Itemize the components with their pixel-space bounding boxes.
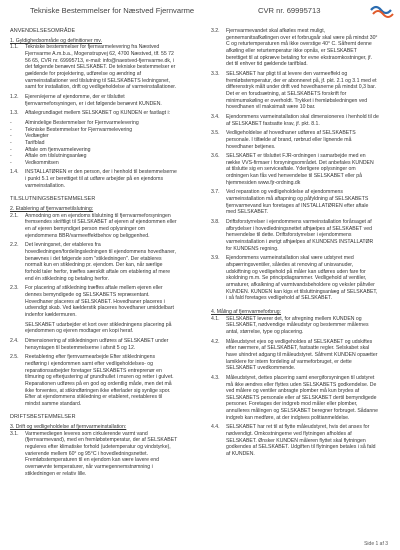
clause-item <box>10 354 178 407</box>
clause-item <box>10 338 178 351</box>
agreement-basis-text: Vedtægter <box>25 133 49 140</box>
dash-bullet-icon: - <box>10 119 12 126</box>
clause-number: 3.7. <box>211 189 220 196</box>
right-column <box>211 28 379 461</box>
clause-text: Vedligeholdelse af hovedhaner udføres af SELSKABETS personale. I tilfælde af brand, rørbrud eller lignende må hovedhaner betjenes. <box>226 130 356 150</box>
dash-bullet-icon: - <box>10 139 12 146</box>
left-column <box>10 28 178 480</box>
clause-text: For placering af stikledning træffes aftale mellem ejeren eller dennes bemyndigede og SELSKABETS repræsentant. Hovedhaner placeres af SELSKABET. Hovedhaner placeres i udvendigt skab. Ved kælderstik placeres hovedhaner umiddelbart indenfor kældermuren. <box>25 285 174 318</box>
clause-number: 3.1. <box>10 430 19 437</box>
clause-number: 4.1. <box>211 315 220 322</box>
clause-number: 2.1. <box>10 212 19 219</box>
dash-bullet-icon: - <box>10 159 12 166</box>
clause-number: 3.8. <box>211 219 220 226</box>
clause-list-3 <box>10 431 178 478</box>
clause-text: Anmodning om en ejendoms tilslutning til fjernvarmeforsyningen fremsendes skriftligt til SELSKABET af ejeren af ejendommen eller en af ejeren bemyndiget person med oplysninger om ejendommens BBR/varmeeffektbehov og beliggenhed. <box>25 212 177 239</box>
clause-number: 1.4. <box>10 169 19 176</box>
clause-item <box>211 424 379 457</box>
agreement-basis-text: Tarifblad <box>25 139 45 146</box>
clause-item <box>10 169 178 189</box>
clause-item <box>211 71 379 111</box>
heading-drift-vedligeholdelse: 3. Drift og vedligeholdelse af fjernvarmeinstallation: <box>10 424 127 431</box>
clause-number: 1.1. <box>10 44 19 51</box>
page-header <box>30 6 370 18</box>
clause-item <box>10 285 178 318</box>
agreement-basis-item <box>10 153 178 160</box>
clause-item <box>211 316 379 336</box>
agreement-basis-text: Aftale om fjernvarmelevering <box>25 146 91 153</box>
dash-bullet-icon: - <box>10 133 12 140</box>
section-heading-anvendelse: ANVENDELSESOMRÅDE <box>10 28 76 34</box>
clause-list-1 <box>10 44 178 117</box>
clause-item <box>10 110 178 117</box>
clause-text: Ejeren/ejerne af ejendomme, der er tilsluttet fjernvarmeforsyningen, er i det følgende benævnt KUNDEN. <box>25 93 162 107</box>
heading-gyldighed: 1. Gyldighedsområde og definitioner mv. <box>10 37 102 44</box>
clause-text: SELSKABET udarbejder et kort over stikledningens placering på ejendommen og ejeren modtager en kopi heraf. <box>25 321 172 335</box>
clause-number: 3.5. <box>211 130 220 137</box>
clause-item <box>211 189 379 216</box>
clause-item <box>211 219 379 252</box>
clause-text: Varmemediegen leveres som cirkulerende varmt vand (fjernvarmevand), med en fremløbstemperatur, der af SELSKABET reguleres efter klimatiske forhold (udetemperatur og vindstyrke), varierende mellem 60° og 95°C i hovedledningsnettet. Fremløbstemperaturen til en ejendom kan være lavere end overnævnte temperaturer, når varmegennemstrømning i stikledningen er relativ lille. <box>25 430 178 477</box>
agreement-basis-list <box>10 120 178 167</box>
clause-list-2 <box>10 213 178 408</box>
section-heading-drift: DRIFTSBESTEMMELSER <box>10 414 76 421</box>
clause-item <box>10 94 178 107</box>
clause-number: 1.3. <box>10 110 19 117</box>
agreement-basis-text: Aftale om tilslutningsanlæg <box>25 153 87 160</box>
clause-number: 1.2. <box>10 93 19 100</box>
dash-bullet-icon: - <box>10 146 12 153</box>
clause-text: Måleudstyret ejes og vedligeholdes af SELSKABET og udskiftes efter nærmere, af SELSKABET, fastsatte regler. Selskabet skal have uhindret adgang til måleudstyret. Såfremt KUNDEN opsætter lamiklere for intern fordeling af varmeforbruget, er dette SELSKABET uvedkommende. <box>226 338 378 372</box>
clause-number: 3.3. <box>211 70 220 77</box>
clause-text: INSTALLATØREN er den person, der i henhold til bestemmelserne i punkt 5.1 er berettiget til at udføre arbejder på en ejendoms varmeinstallation. <box>25 169 177 189</box>
clause-text: SELSKABET er tilsluttet FJR-ordningen i samarbejde med en række VVS-firmaer i forsyningsområdet. Det anbefales KUNDEN at tilslutte sig en serviceaftale. Yderligere oplysninger om ordningen kan fås ved henvendelse til SELSKABET eller på hjemmesiden www.fjr-ordning.dk <box>226 153 374 186</box>
clause-text: Fjernvarmevandet skal afkøles mest muligt, gennemsnitsafkølingen over et forbrugsår skal være på mindst 30° C og returtemperaturen må ikke overstige 40° C. Såfremt denne afkøling eller returtemperatur ikke opnås, er SELSKABET berettiget til at opkræve betaling for evne ekstraomkostninger, jf. det til enhver tid gældende tarifblad. <box>226 28 378 68</box>
clause-item <box>211 130 379 150</box>
clause-number: 3.4. <box>211 113 220 120</box>
page-number: Side 1 af 3 <box>364 541 388 547</box>
clause-item <box>10 242 178 282</box>
clause-item <box>211 339 379 372</box>
clause-text: Ejendommens varmeinstallation skal dimensioneres i henhold til de af SELSKABET fastsatte krav, jf. pkt. 8.1. <box>226 113 379 127</box>
clause-item <box>211 153 379 186</box>
agreement-basis-item <box>10 127 178 134</box>
clause-number: 4.4. <box>211 424 220 431</box>
clause-list-1b <box>10 169 178 189</box>
dash-bullet-icon: - <box>10 126 12 133</box>
clause-number: 2.2. <box>10 242 19 249</box>
agreement-basis-text: Tekniske Bestemmelser for Fjernvarmelevering <box>25 126 133 133</box>
clause-number: 3.9. <box>211 255 220 262</box>
clause-text: SELSKABET har ret til at flytte måleudstyret, hvis det anses for nødvendigt. Omkostningerne ved flytningen afholdes af SELSKABET. Ønsker KUNDEN måleren flyttet skal flytningen godkendes af SELSKABET. Udgiften til flytningen betales i så fald af KUNDEN. <box>226 424 376 458</box>
clause-text: SELSKABET har pligt til at levere den varmeeffekt og fremløbstemperatur, der er abonneret på, jf. pkt. 2.1 og 3.1 med et differenstryk målt under drift ved hovedhanerne på mindst 0,3 bar. Det er en forudsætning, at SELSKABETS forskrift for minimumskøling er overholdt. Trykket i fremløbsledningen ved hovedhanen vil maksimalt være 10 bar. <box>226 70 377 111</box>
clause-text: Reetablering efter fjernvarmearbejde Efter stikledningens nedføring i ejendommen samt efter vedligeholdelses- og reparationsarbejder foretager SELSKABETS entreprenør en tilmuring og efterjustering af grundhullet i muren og retter i gulvet. Reparationen udføres på en god og ordentlig måde, men det må ikke forventes, at stikindføringen ikke efterlader sig synlige spor. Efter at ejendommens stikledning er etableret, reetableres til mindst samme standard. <box>25 354 174 407</box>
clause-text: Ved reparation og vedligeholdelse af ejendommens varmeinstallation må aftapning og påfyldning af SELSKABETS fjernvarmevand kun foretages af INSTALLATØREN efter aftale med SELSKABET. <box>226 189 369 216</box>
clause-text: Måleudstyret, dettes placering samt energiforsyningen til udstyret må ikke ændres eller flyttes uden SELSKABETS godkendelse. De ved målere og ventiler anbragte plomber må kun brydes af SELSKABETS personale eller af SELSKABET dertil bemyndigede personer. Foretages der indgreb mod måler eller plomber, annulleres målingen og SELSKABET beregner forbruget. Sådanne indgreb kan medføre, at der indgives politianmeldelse. <box>226 374 378 421</box>
clause-item <box>10 322 178 335</box>
agreement-basis-item <box>10 147 178 154</box>
clause-number: 4.3. <box>211 374 220 381</box>
agreement-basis-item <box>10 133 178 140</box>
wave-logo-icon <box>370 2 394 18</box>
agreement-basis-item <box>10 140 178 147</box>
clause-number: 2.5. <box>10 354 19 361</box>
dash-bullet-icon: - <box>10 153 12 160</box>
clause-list-3a <box>211 28 379 302</box>
clause-item <box>211 255 379 302</box>
clause-number: 2.4. <box>10 337 19 344</box>
clause-number: 3.6. <box>211 153 220 160</box>
agreement-basis-item <box>10 120 178 127</box>
clause-item <box>211 375 379 422</box>
clause-text: Dimensionering af stikledningen udføres af SELSKABET under hensyntagen til bestemmelserne i afsnit 5 og 12. <box>25 337 169 351</box>
agreement-basis-text: Vedkommitsen <box>25 159 59 166</box>
section-heading-tilslutning: TILSLUTNINGSBESTEMMELSER <box>10 196 96 203</box>
clause-text: SELSKABET leverer det, for afregning mellem KUNDEN og SELSKABET, nødvendige måleudstyr og bestemmer målernes antal, størrelse, type og placering. <box>226 315 369 335</box>
document-title: Tekniske Bestemmelser for Næstved Fjernvarme <box>30 6 195 15</box>
clause-list-4 <box>211 316 379 458</box>
agreement-basis-item <box>10 160 178 167</box>
cvr-number: CVR nr. 69995713 <box>258 6 321 15</box>
clause-text: Aftalegrundlaget mellem SELSKABET og KUNDEN er fastlagt i: <box>25 110 171 117</box>
clause-item <box>211 114 379 127</box>
heading-etablering: 2. Etablering af fjernvarmetilslutning: <box>10 206 94 213</box>
clause-item <box>211 28 379 68</box>
clause-item <box>10 44 178 91</box>
agreement-basis-text: Almindelige Bestemmelser for Fjernvarmelevering <box>25 119 139 126</box>
clause-text: Det levningsnet, der etableres fra hovedledningen/fordelingsledningen til ejendommens hovedhaner, benævnes i det følgende som "stikledningen". Der etableres normalt kun en stikledning pr. ejendom. Der kan, når særlige forhold taler herfor, træffes særskilt aftale om etablering af mere end én stikledning og betaling herfor. <box>25 242 176 282</box>
clause-number: 4.2. <box>211 338 220 345</box>
clause-item <box>10 431 178 478</box>
clause-text: Ejendommens varmeinstallation skal være udstyret med afspærringsventiler, således at renoving af unisvanuder, udskiftning og vedligehold på måler kan udføres uden fare for skoldning m.m. Se principdiagrammer. Vedligehold af ventiler, armaturer, afkalkning af varmtvandsbeholdere og veksler påhviler KUNDEN. KUNDEN kan kigs et tilsluttningsanlæg af SELSKABET, i så fald foretages vedligehold af SELSKABET. <box>226 255 378 302</box>
clause-text: Driftsforstyrrelser i ejendommens varmeinstallation forårsaget af afbrydelser i hovedledningsnettet afhjælpes af SELSKABET ved henvendelse til dette. Driftsforstyrrelser i ejendommens varmeinstallation i øvrigt afhjælpes af KUNDENS INSTALLATØR for KUNDENS regning. <box>226 219 374 252</box>
clause-item <box>10 213 178 240</box>
clause-text: Tekniske bestemmelser for fjernvarmelevering fra Næstved Fjernvarme A.m.b.a., Mogenstrupvej 62, 4700 Næstved, tlf. 55 72 56 65, CVR nr. 69995713, e-mail: info@naestved-fjernvarme.dk, i det følgende benævnt SELSKABET. De tekniske bestemmelser er gældende for projektering, udførelse og ændring af varmeinstallationer ved tilslutning til SELSKABETS ledningsnet, samt for installation, drift og vedligeholdelse af varmeinstallationer. <box>25 44 177 91</box>
heading-maaling: 4. Måling af fjernvarmeforbrug: <box>211 308 282 315</box>
clause-number: 2.3. <box>10 285 19 292</box>
clause-number: 3.2. <box>211 28 220 34</box>
